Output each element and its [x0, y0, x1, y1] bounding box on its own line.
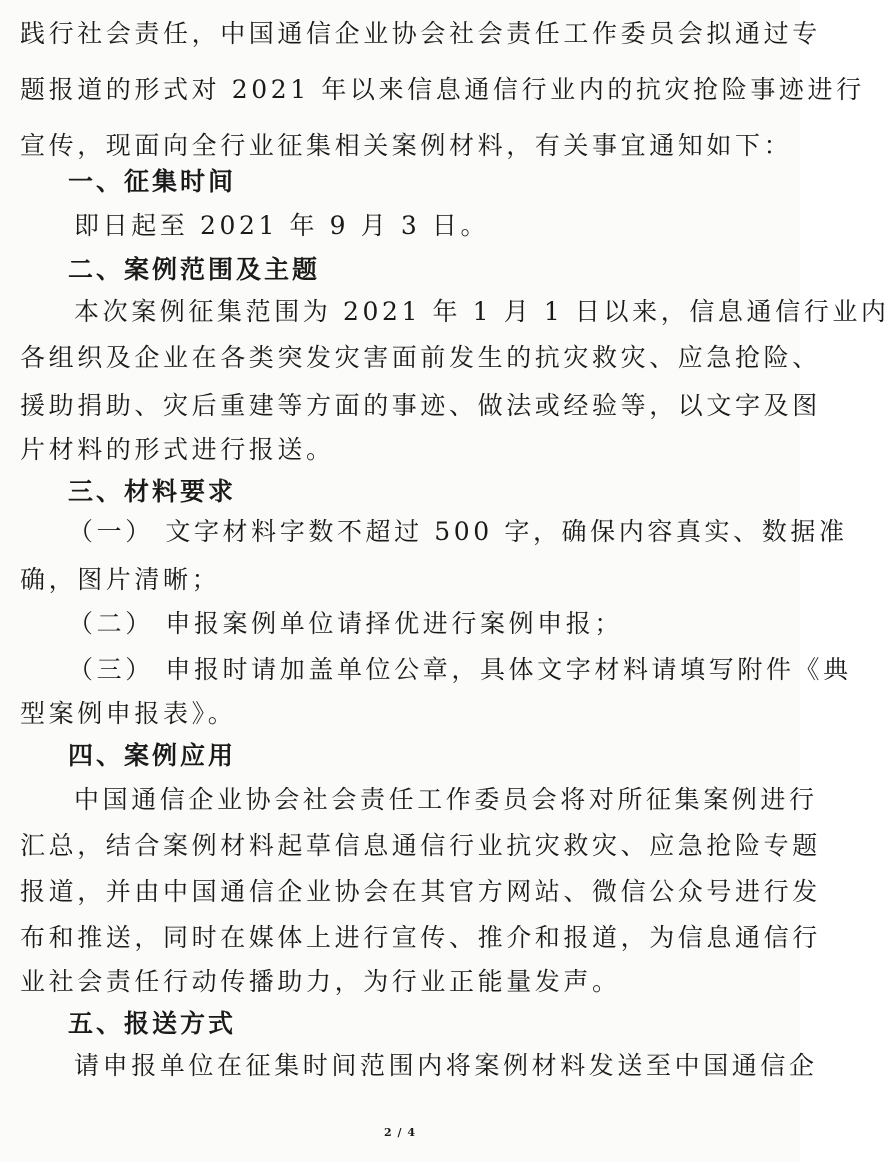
paragraph-intro-line-1: 践行社会责任，中国通信企业协会社会责任工作委员会拟通过专	[20, 19, 821, 48]
paragraph-intro-line-2: 题报道的形式对 2021 年以来信息通信行业内的抗灾抢险事迹进行	[20, 75, 865, 104]
paragraph-application-line-1: 中国通信企业协会社会责任工作委员会将对所征集案例进行	[74, 785, 818, 814]
paragraph-application-line-5: 业社会责任行动传播助力，为行业正能量发声。	[20, 967, 621, 996]
paragraph-scope-line-1: 本次案例征集范围为 2021 年 1 月 1 日以来，信息通信行业内	[74, 297, 890, 326]
section-heading-scope: 二、案例范围及主题	[68, 255, 321, 284]
page-number: 2 / 4	[384, 1126, 416, 1139]
requirement-item-1-line-2: 确，图片清晰；	[20, 565, 221, 594]
paragraph-scope-line-4: 片材料的形式进行报送。	[20, 435, 335, 464]
paragraph-application-line-3: 报道，并由中国通信企业协会在其官方网站、微信公众号进行发	[20, 877, 821, 906]
requirement-item-3-line-2: 型案例申报表》。	[20, 699, 237, 728]
section-heading-application: 四、案例应用	[68, 741, 237, 770]
paragraph-submission-line-1: 请申报单位在征集时间范围内将案例材料发送至中国通信企	[74, 1051, 818, 1080]
paragraph-intro-line-3: 宣传，现面向全行业征集相关案例材料，有关事宜通知如下：	[20, 131, 793, 160]
paragraph-application-line-2: 汇总，结合案例材料起草信息通信行业抗灾救灾、应急抢险专题	[20, 831, 821, 860]
requirement-item-3-line-1: （三） 申报时请加盖单位公章，具体文字材料请填写附件《典	[68, 655, 852, 684]
requirement-item-2: （二） 申报案例单位请择优进行案例申报；	[68, 609, 623, 638]
section-heading-collection-time: 一、征集时间	[68, 167, 237, 196]
paragraph-scope-line-3: 援助捐助、灾后重建等方面的事迹、做法或经验等，以文字及图	[20, 391, 821, 420]
paragraph-scope-line-2: 各组织及企业在各类突发灾害面前发生的抗灾救灾、应急抢险、	[20, 343, 821, 372]
section-heading-requirements: 三、材料要求	[68, 477, 237, 506]
requirement-item-1-line-1: （一） 文字材料字数不超过 500 字，确保内容真实、数据准	[68, 517, 848, 546]
paragraph-collection-time: 即日起至 2021 年 9 月 3 日。	[74, 211, 490, 240]
section-heading-submission: 五、报送方式	[68, 1009, 237, 1038]
paragraph-application-line-4: 布和推送，同时在媒体上进行宣传、推介和报道，为信息通信行	[20, 923, 821, 952]
